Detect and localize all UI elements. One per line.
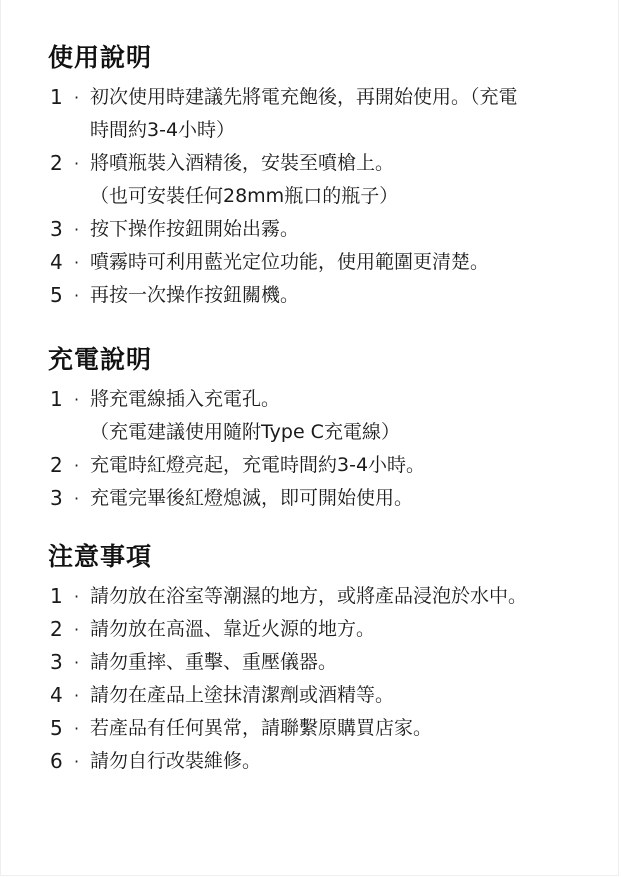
bullet-dot: · xyxy=(74,620,80,639)
list-item-continuation xyxy=(48,416,608,449)
list-item-continuation xyxy=(48,180,608,213)
item-number: 2 xyxy=(50,453,63,477)
item-text: 將噴瓶裝入酒精後，安裝至噴槍上。 xyxy=(90,152,395,174)
item-text: 再按一次操作按鈕關機。 xyxy=(90,284,300,306)
item-number: 3 xyxy=(50,217,63,241)
usage-heading: 使用說明 xyxy=(48,43,153,72)
item-number: 1 xyxy=(50,85,63,109)
list-item xyxy=(48,745,608,778)
bullet-dot: · xyxy=(74,686,80,705)
item-text: 請勿重摔、重擊、重壓儀器。 xyxy=(90,651,338,673)
item-text: 噴霧時可利用藍光定位功能，使用範圍更清楚。 xyxy=(90,251,490,273)
list-item xyxy=(48,213,608,246)
item-text: （充電建議使用隨附Type C充電線） xyxy=(90,421,400,443)
list-item xyxy=(48,679,608,712)
item-number: 5 xyxy=(50,283,63,307)
item-text: 按下操作按鈕開始出霧。 xyxy=(90,218,300,240)
usage-list xyxy=(48,81,608,312)
list-item xyxy=(48,81,608,114)
list-item xyxy=(48,147,608,180)
item-number: 1 xyxy=(50,584,63,608)
item-text: 時間約3-4小時） xyxy=(90,119,236,141)
list-item xyxy=(48,580,608,613)
bullet-dot: · xyxy=(74,752,80,771)
bullet-dot: · xyxy=(74,154,80,173)
item-number: 4 xyxy=(50,250,63,274)
list-item xyxy=(48,613,608,646)
list-item xyxy=(48,279,608,312)
bullet-dot: · xyxy=(74,220,80,239)
list-item xyxy=(48,449,608,482)
bullet-dot: · xyxy=(74,489,80,508)
item-number: 3 xyxy=(50,650,63,674)
item-number: 5 xyxy=(50,716,63,740)
item-text: 初次使用時建議先將電充飽後，再開始使用。（充電 xyxy=(90,86,518,108)
item-text: 若產品有任何異常，請聯繫原購買店家。 xyxy=(90,717,433,739)
item-number: 3 xyxy=(50,486,63,510)
item-text: 請勿在產品上塗抹清潔劑或酒精等。 xyxy=(90,684,395,706)
list-item xyxy=(48,482,608,515)
bullet-dot: · xyxy=(74,390,80,409)
bullet-dot: · xyxy=(74,253,80,272)
item-text: 請勿放在浴室等潮濕的地方，或將產品浸泡於水中。 xyxy=(90,585,528,607)
list-item-continuation xyxy=(48,114,608,147)
item-text: 將充電線插入充電孔。 xyxy=(90,388,281,410)
bullet-dot: · xyxy=(74,719,80,738)
item-text: 請勿放在高溫、靠近火源的地方。 xyxy=(90,618,376,640)
bullet-dot: · xyxy=(74,88,80,107)
charging-heading: 充電說明 xyxy=(48,345,153,374)
precautions-section xyxy=(48,539,608,778)
bullet-dot: · xyxy=(74,456,80,475)
list-item xyxy=(48,383,608,416)
item-text: 充電完畢後紅燈熄滅，即可開始使用。 xyxy=(90,487,414,509)
list-item xyxy=(48,712,608,745)
precautions-list xyxy=(48,580,608,778)
item-number: 2 xyxy=(50,617,63,641)
item-number: 4 xyxy=(50,683,63,707)
charging-list xyxy=(48,383,608,515)
list-item xyxy=(48,646,608,679)
item-text: 請勿自行改裝維修。 xyxy=(90,750,262,772)
bullet-dot: · xyxy=(74,653,80,672)
precautions-heading: 注意事項 xyxy=(48,542,153,571)
usage-section xyxy=(48,40,608,312)
charging-section xyxy=(48,342,608,515)
bullet-dot: · xyxy=(74,286,80,305)
item-text: 充電時紅燈亮起，充電時間約3-4小時。 xyxy=(90,454,426,476)
item-number: 6 xyxy=(50,749,63,773)
item-number: 1 xyxy=(50,387,63,411)
item-number: 2 xyxy=(50,151,63,175)
list-item xyxy=(48,246,608,279)
bullet-dot: · xyxy=(74,587,80,606)
item-text: （也可安裝任何28mm瓶口的瓶子） xyxy=(90,185,399,207)
